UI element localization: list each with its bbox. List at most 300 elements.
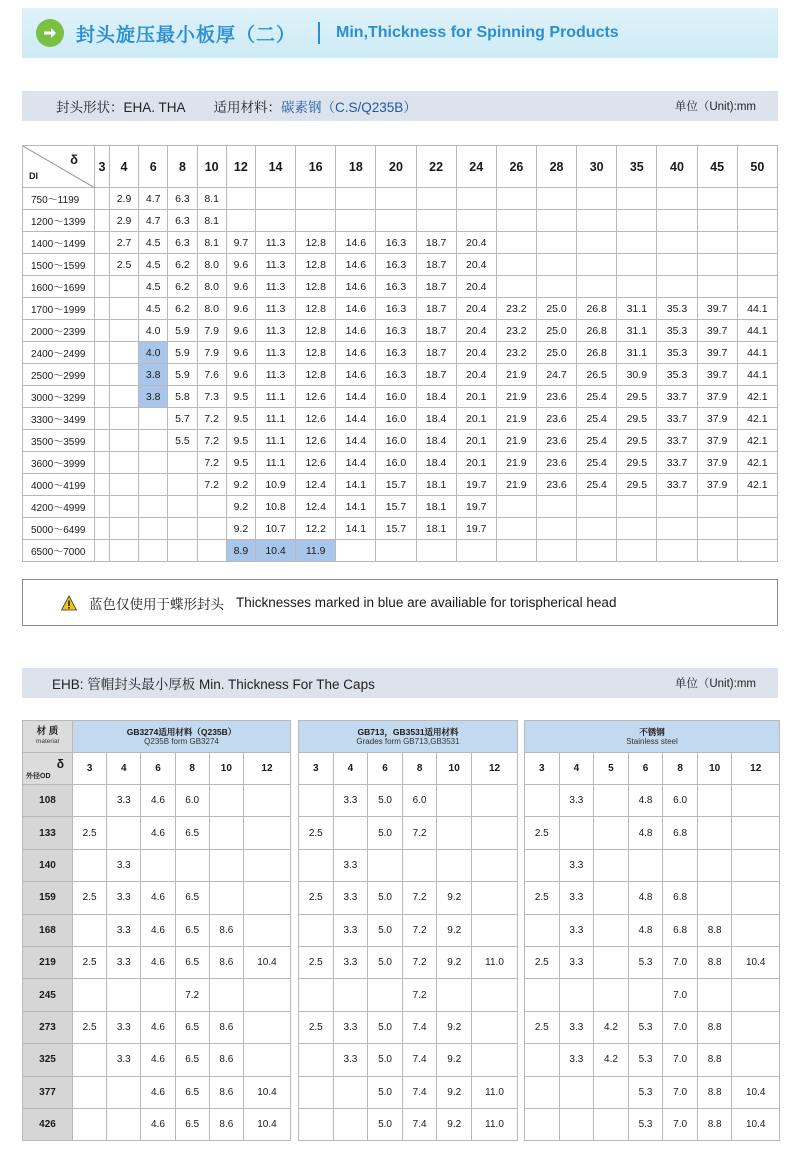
table-corner [23,146,95,188]
thickness-cell: 21.9 [496,364,536,386]
col-header: 50 [737,146,777,188]
warning-icon [61,595,77,611]
thickness-cell [168,452,197,474]
thickness-cell: 6.8 [663,882,698,914]
thickness-cell: 20.1 [456,452,496,474]
thickness-cell [577,496,617,518]
thickness-cell: 18.4 [416,386,456,408]
thickness-cell: 31.1 [617,320,657,342]
thickness-cell: 3.3 [559,785,594,817]
thickness-cell [95,342,110,364]
thickness-cell: 14.4 [336,386,376,408]
thickness-cell [559,979,594,1011]
thickness-cell [416,540,456,562]
col-header: 6 [368,753,403,785]
thickness-cell [296,210,336,232]
thickness-cell [376,188,416,210]
col-header: 45 [697,146,737,188]
thickness-cell: 29.5 [617,430,657,452]
thickness-cell [243,817,290,849]
thickness-cell: 5.0 [368,785,403,817]
thickness-cell [95,518,110,540]
thickness-cell [226,210,255,232]
thickness-cell: 33.7 [657,408,697,430]
section1-bar [22,91,778,121]
thickness-cell: 11.3 [255,342,295,364]
thickness-cell: 14.4 [336,408,376,430]
thickness-cell: 3.3 [107,1044,141,1076]
table-row [23,320,778,342]
thickness-cell: 25.4 [577,386,617,408]
thickness-cell [496,210,536,232]
thickness-cell: 37.9 [697,386,737,408]
caps-table-gb3274 [22,720,291,1141]
table-row [525,914,780,946]
thickness-cell: 3.3 [107,914,141,946]
thickness-cell [617,254,657,276]
thickness-cell [95,496,110,518]
di-label: DI [29,171,38,181]
thickness-cell [732,979,780,1011]
thickness-cell: 6.8 [663,914,698,946]
thickness-cell [594,946,629,978]
di-range: 4200～4999 [23,496,95,518]
caps-table-stainless [524,720,780,1141]
thickness-cell: 18.7 [416,254,456,276]
thickness-cell [594,914,629,946]
thickness-cell: 2.5 [73,946,107,978]
thickness-cell: 2.7 [109,232,138,254]
thickness-cell: 23.6 [536,430,576,452]
thickness-cell [496,540,536,562]
table-row [525,817,780,849]
table-row [299,1044,518,1076]
thickness-cell [617,518,657,540]
thickness-cell [525,1108,560,1140]
thickness-cell: 39.7 [697,342,737,364]
thickness-cell: 8.0 [197,298,226,320]
material-label: 适用材料： [213,100,282,115]
thickness-cell [168,518,197,540]
col-header: 40 [657,146,697,188]
delta-symbol-2: δ [56,756,64,771]
thickness-cell: 9.2 [437,1076,472,1108]
thickness-cell: 11.1 [255,408,295,430]
thickness-cell [628,849,663,881]
thickness-cell: 26.8 [577,342,617,364]
thickness-cell [496,254,536,276]
col-header: 4 [333,753,368,785]
group-name [525,721,780,753]
thickness-cell: 18.1 [416,496,456,518]
table-row [23,430,778,452]
thickness-cell: 21.9 [496,430,536,452]
thickness-cell [732,1011,780,1043]
thickness-cell [299,1044,334,1076]
thickness-cell [141,849,175,881]
table-row [525,785,780,817]
thickness-cell [525,979,560,1011]
thickness-cell: 9.6 [226,320,255,342]
thickness-cell [109,540,138,562]
col-header: 4 [559,753,594,785]
thickness-cell: 8.8 [697,914,732,946]
thickness-cell [299,785,334,817]
thickness-cell [168,474,197,496]
thickness-cell: 4.7 [139,210,168,232]
thickness-cell: 12.6 [296,386,336,408]
thickness-cell: 8.6 [209,1076,243,1108]
thickness-cell: 18.7 [416,342,456,364]
thickness-cell [255,210,295,232]
page-title-en: Min,Thickness for Spinning Products [336,24,619,41]
thickness-cell: 5.3 [628,1108,663,1140]
group-name [299,721,518,753]
thickness-cell [368,849,403,881]
thickness-cell: 3.3 [107,785,141,817]
thickness-cell [697,849,732,881]
thickness-cell: 2.9 [109,188,138,210]
thickness-cell: 8.6 [209,1108,243,1140]
thickness-cell [657,254,697,276]
thickness-cell [73,1044,107,1076]
thickness-cell: 5.0 [368,1076,403,1108]
page-title-cn: 封头旋压最小板厚（二） [76,24,297,46]
od-value: 140 [23,849,73,881]
thickness-cell: 6.2 [168,298,197,320]
thickness-cell: 20.1 [456,408,496,430]
col-header: 24 [456,146,496,188]
thickness-cell [456,540,496,562]
thickness-cell [697,232,737,254]
thickness-cell [73,979,107,1011]
thickness-cell: 5.5 [168,430,197,452]
thickness-cell [333,1076,368,1108]
thickness-cell [496,232,536,254]
thickness-cell: 25.0 [536,320,576,342]
col-header: 12 [226,146,255,188]
thickness-cell [472,785,518,817]
col-header: 8 [175,753,209,785]
thickness-cell: 33.7 [657,452,697,474]
thickness-cell: 7.4 [402,1011,437,1043]
note-box [22,579,778,626]
diagonal-line [23,146,95,188]
thickness-cell: 26.5 [577,364,617,386]
thickness-cell: 5.8 [168,386,197,408]
thickness-cell [657,276,697,298]
od-value: 377 [23,1076,73,1108]
thickness-cell: 7.0 [663,1076,698,1108]
thickness-cell: 5.3 [628,946,663,978]
col-header: 5 [594,753,629,785]
thickness-cell: 4.5 [139,254,168,276]
thickness-cell: 19.7 [456,518,496,540]
group-header-row [23,721,291,753]
table-row [23,188,778,210]
thickness-cell: 10.4 [732,1076,780,1108]
thickness-cell: 21.9 [496,386,536,408]
thickness-cell [95,210,110,232]
thickness-cell: 5.3 [628,1076,663,1108]
thickness-cell: 11.1 [255,452,295,474]
thickness-cell [109,364,138,386]
thickness-cell: 14.1 [336,474,376,496]
thickness-cell: 5.9 [168,342,197,364]
thickness-cell [296,188,336,210]
table-row [23,452,778,474]
arrow-right-icon [36,19,64,47]
thickness-cell [109,298,138,320]
thickness-cell [732,785,780,817]
thickness-cell [577,210,617,232]
thickness-cell [109,408,138,430]
di-range: 3000～3299 [23,386,95,408]
thickness-cell [536,276,576,298]
thickness-cell [197,540,226,562]
thickness-cell [336,210,376,232]
thickness-cell [594,979,629,1011]
thickness-cell: 9.5 [226,386,255,408]
col-header: 3 [299,753,334,785]
table-row [23,408,778,430]
col-header: 20 [376,146,416,188]
thickness-cell [697,188,737,210]
thickness-cell [732,849,780,881]
thickness-cell: 25.0 [536,342,576,364]
thickness-cell: 6.8 [663,817,698,849]
col-header: 26 [496,146,536,188]
thickness-cell: 4.8 [628,817,663,849]
thickness-cell: 5.7 [168,408,197,430]
thickness-cell [209,785,243,817]
col-header: 10 [697,753,732,785]
thickness-cell [525,914,560,946]
thickness-cell [472,817,518,849]
thickness-cell: 18.1 [416,518,456,540]
group-header-row [299,721,518,753]
thickness-cell: 4.6 [141,1044,175,1076]
thickness-cell [95,474,110,496]
thickness-cell: 9.2 [226,474,255,496]
thickness-cell: 9.5 [226,430,255,452]
thickness-cell: 7.2 [175,979,209,1011]
thickness-cell [299,1108,334,1140]
thickness-cell [209,979,243,1011]
thickness-cell [73,785,107,817]
thickness-cell: 5.3 [628,1011,663,1043]
table-row [299,849,518,881]
thickness-cell: 7.2 [197,430,226,452]
thickness-cell: 16.3 [376,298,416,320]
thickness-cell [697,254,737,276]
di-range: 1600～1699 [23,276,95,298]
thickness-cell: 3.3 [107,882,141,914]
od-value: 108 [23,785,73,817]
thickness-cell [594,785,629,817]
thickness-cell [536,518,576,540]
thickness-cell: 7.2 [402,979,437,1011]
thickness-cell: 11.1 [255,430,295,452]
thickness-cell: 15.7 [376,496,416,518]
title-divider [318,22,320,44]
thickness-cell [657,540,697,562]
thickness-cell: 4.6 [141,1011,175,1043]
thickness-cell: 10.4 [732,946,780,978]
od-value: 426 [23,1108,73,1140]
col-header: 6 [628,753,663,785]
thickness-cell [617,188,657,210]
thickness-cell: 9.6 [226,364,255,386]
thickness-cell: 8.0 [197,254,226,276]
di-range: 2000～2399 [23,320,95,342]
thickness-cell: 42.1 [737,474,777,496]
thickness-cell [139,540,168,562]
thickness-cell [109,452,138,474]
thickness-cell: 8.1 [197,232,226,254]
thickness-cell: 7.4 [402,1076,437,1108]
thickness-cell [536,496,576,518]
thickness-cell: 33.7 [657,386,697,408]
table-row [23,979,291,1011]
thickness-cell: 8.1 [197,210,226,232]
thickness-cell: 4.0 [139,342,168,364]
col-header: 35 [617,146,657,188]
thickness-cell [209,817,243,849]
thickness-cell: 12.8 [296,298,336,320]
table-row [299,946,518,978]
thickness-cell [95,320,110,342]
col-header: 6 [139,146,168,188]
thickness-cell [437,849,472,881]
thickness-cell: 35.3 [657,364,697,386]
thickness-cell [437,979,472,1011]
thickness-cell [73,849,107,881]
thickness-cell: 33.7 [657,430,697,452]
thickness-cell: 15.7 [376,474,416,496]
thickness-cell: 18.7 [416,320,456,342]
thickness-cell: 11.3 [255,298,295,320]
table-row [23,364,778,386]
thickness-cell: 9.2 [437,1011,472,1043]
thickness-cell [95,452,110,474]
col-header: 28 [536,146,576,188]
thickness-cell: 6.3 [168,232,197,254]
thickness-cell [95,276,110,298]
od-label: 外径OD [26,772,51,780]
thickness-cell: 5.0 [368,1011,403,1043]
thickness-cell: 7.6 [197,364,226,386]
material-en: material [35,737,60,745]
thickness-cell: 5.3 [628,1044,663,1076]
thickness-cell: 9.5 [226,408,255,430]
table-row [23,518,778,540]
group-name-en: Stainless steel [626,736,678,746]
thickness-cell [737,518,777,540]
thickness-cell [368,979,403,1011]
thickness-cell [559,1108,594,1140]
thickness-cell [139,496,168,518]
od-value: 168 [23,914,73,946]
col-header: 10 [209,753,243,785]
thickness-cell: 29.5 [617,386,657,408]
thickness-cell [617,276,657,298]
table-row [23,882,291,914]
thickness-cell: 7.9 [197,342,226,364]
unit-label-2: 单位（Unit):mm [674,678,756,690]
table-row [525,882,780,914]
col-header: 14 [255,146,295,188]
thickness-cell: 19.7 [456,496,496,518]
thickness-cell [109,276,138,298]
thickness-cell: 3.3 [559,946,594,978]
col-header: 18 [336,146,376,188]
thickness-cell: 6.0 [663,785,698,817]
thickness-cell: 7.2 [402,946,437,978]
thickness-cell [525,849,560,881]
thickness-cell [737,276,777,298]
table-row [299,1011,518,1043]
table-row [299,979,518,1011]
col-header: 4 [107,753,141,785]
thickness-cell [472,1011,518,1043]
thickness-cell [95,408,110,430]
thickness-cell: 4.2 [594,1011,629,1043]
thickness-cell: 12.4 [296,474,336,496]
col-header: 3 [73,753,107,785]
thickness-cell [95,430,110,452]
thickness-cell: 5.0 [368,914,403,946]
thickness-cell [525,785,560,817]
thickness-cell [594,1076,629,1108]
col-header: 10 [437,753,472,785]
caps-table-gb713 [298,720,518,1141]
thickness-cell [95,254,110,276]
thickness-cell: 20.4 [456,298,496,320]
thickness-cell [496,276,536,298]
thickness-cell [472,979,518,1011]
od-value: 273 [23,1011,73,1043]
table-row [23,817,291,849]
thickness-cell: 21.9 [496,474,536,496]
thickness-cell: 5.0 [368,882,403,914]
thickness-cell [617,210,657,232]
thickness-cell [697,882,732,914]
thickness-cell [577,254,617,276]
thickness-cell: 9.2 [226,518,255,540]
thickness-cell [209,882,243,914]
thickness-cell [107,817,141,849]
thickness-cell: 12.8 [296,276,336,298]
thickness-cell: 11.3 [255,276,295,298]
thickness-cell: 7.4 [402,1044,437,1076]
thickness-cell: 12.6 [296,408,336,430]
material-value: 碳素钢（C.S/Q235B） [281,100,417,115]
thickness-cell: 7.4 [402,1108,437,1140]
thickness-cell: 7.2 [197,408,226,430]
page-header [22,8,778,58]
thickness-cell [139,452,168,474]
thickness-cell: 20.1 [456,386,496,408]
thickness-cell [559,817,594,849]
thickness-cell [107,1076,141,1108]
group-name-cn: GB713，GB3531适用材料 [357,726,459,737]
section2-title: EHB: 管帽封头最小厚板 Min. Thickness For The Caps [52,677,375,692]
thickness-cell: 3.3 [333,946,368,978]
table-row [23,1044,291,1076]
thickness-cell: 10.9 [255,474,295,496]
thickness-cell [594,882,629,914]
